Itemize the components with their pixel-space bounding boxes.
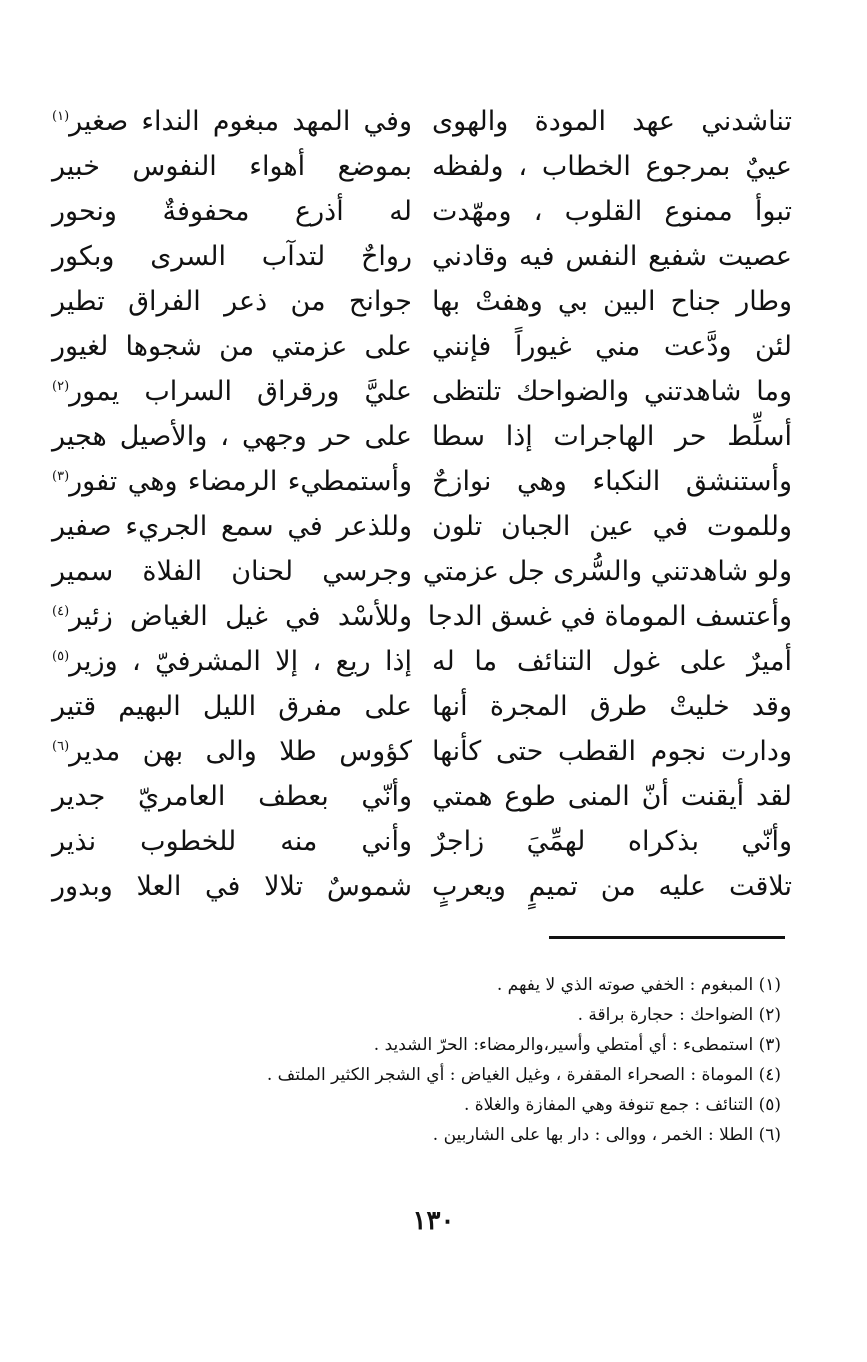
- footnote-1: (١) المبغوم : الخفي صوته الذي لا يفهم .: [496, 975, 781, 995]
- footnote-mark: (٤): [52, 604, 70, 619]
- verse-right-5: وطار جناح البين بي وهفتْ بها: [432, 286, 792, 317]
- footnotes: [81, 970, 781, 1150]
- verse-right-15: ودارت نجوم القطب حتى كأنها: [432, 736, 792, 767]
- verse-right-1: تناشدني عهد المودة والهوى: [432, 106, 792, 137]
- verse-right-10: وللموت في عين الجبان تلون: [432, 511, 792, 542]
- verse-left-text: وأنّي بعطف العامريّ جدير: [52, 781, 412, 812]
- verse-left-text: رواحٌ لتدآب السرى وبكور: [52, 241, 412, 272]
- verse-right-14: وقد خليتْ طرق المجرة أنها: [432, 691, 792, 722]
- verse-left-text: وفي المهد مبغوم النداء صغير: [69, 106, 412, 137]
- footnote-mark: (٥): [52, 649, 70, 664]
- footnote-4: (٤) الموماة : الصحراء المقفرة ، وغيل الغياض : أي الشجر الكثير الملتف .: [266, 1065, 781, 1085]
- verse-right-11: ولو شاهدتني والسُّرى جل عزمتي: [422, 556, 792, 587]
- verse-right-3: تبوأ ممنوع القلوب ، ومهّدت: [432, 196, 792, 227]
- footnote-3: (٣) استمطىء : أي أمتطي وأسير،والرمضاء: الحرّ الشديد .: [373, 1035, 781, 1055]
- page-number: ١٣٠: [412, 1206, 455, 1236]
- verse-left-text: على حر وجهي ، والأصيل هجير: [52, 421, 412, 452]
- verse-left-text: وأستمطيء الرمضاء وهي تفور: [69, 466, 412, 497]
- poem-body: [52, 96, 792, 916]
- verse-left-text: وللأسْد في غيل الغياض زئير: [69, 601, 412, 632]
- verse-left-text: كؤوس طلا والى بهن مدير: [69, 736, 412, 767]
- footnote-mark: (٢): [52, 379, 70, 394]
- verse-left-text: جوانح من ذعر الفراق تطير: [52, 286, 412, 317]
- footnote-6: (٦) الطلا : الخمر ، ووالى : دار بها على الشاربين .: [432, 1125, 781, 1145]
- footnote-mark: (٦): [52, 739, 70, 754]
- verse-right-6: لئن ودَّعت مني غيوراً فإنني: [432, 331, 792, 362]
- footnote-separator: [549, 936, 785, 939]
- verse-left-text: شموسٌ تلالا في العلا وبدور: [52, 871, 412, 902]
- verse-left-text: له أذرع محفوفةٌ ونحور: [52, 196, 412, 227]
- footnote-mark: (٣): [52, 469, 70, 484]
- verse-right-7: وما شاهدتني والضواحك تلتظى: [432, 376, 792, 407]
- verse-left-18: [52, 861, 412, 913]
- verse-right-18: تلاقت عليه من تميمٍ ويعربٍ: [432, 871, 792, 902]
- verse-left-text: على مفرق الليل البهيم قتير: [52, 691, 412, 722]
- verse-right-13: أميرٌ على غول التنائف ما له: [432, 646, 792, 677]
- verse-right-9: وأستنشق النكباء وهي نوازحٌ: [432, 466, 792, 497]
- verse-right-16: لقد أيقنت أنّ المنى طوع همتي: [432, 781, 792, 812]
- footnote-mark: (١): [52, 109, 70, 124]
- verse-right-12: وأعتسف الموماة في غسق الدجا: [427, 601, 792, 632]
- verse-left-text: عليَّ ورقراق السراب يمور: [69, 376, 412, 407]
- footnote-2: (٢) الضواحك : حجارة براقة .: [577, 1005, 781, 1025]
- verse-right-8: أسلِّط حر الهاجرات إذا سطا: [432, 421, 792, 452]
- verse-left-text: وجرسي لحنان الفلاة سمير: [52, 556, 412, 587]
- verse-right-4: عصيت شفيع النفس فيه وقادني: [432, 241, 792, 272]
- verse-right-17: وأنّي بذكراه لهمِّيَ زاجرٌ: [432, 826, 792, 857]
- verse-left-text: وللذعر في سمع الجريء صفير: [52, 511, 412, 542]
- verse-left-text: إذا ريع ، إلا المشرفيّ ، وزير: [69, 646, 412, 677]
- verse-right-2: عييٌ بمرجوع الخطاب ، ولفظه: [432, 151, 792, 182]
- verse-left-text: بموضع أهواء النفوس خبير: [52, 151, 412, 182]
- footnote-5: (٥) التنائف : جمع تنوفة وهي المفازة والغلاة .: [463, 1095, 781, 1115]
- verse-left-text: على عزمتي من شجوها لغيور: [52, 331, 412, 362]
- verse-left-text: وأني منه للخطوب نذير: [52, 826, 412, 857]
